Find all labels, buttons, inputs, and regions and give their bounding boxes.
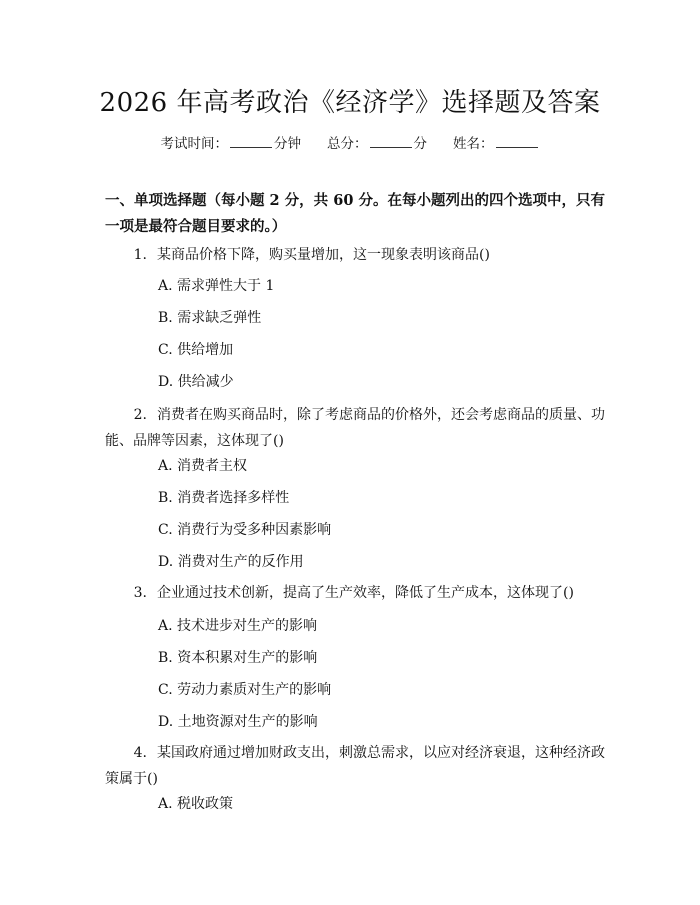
question-3-option-a: A. 技术进步对生产的影响	[158, 618, 318, 634]
total-score-field	[327, 132, 427, 152]
question-text: 某商品价格下降，购买量增加，这一现象表明该商品()	[157, 247, 490, 263]
question-number: 4.	[133, 745, 147, 761]
total-score-label: 总分：	[327, 136, 368, 152]
question-number: 2.	[133, 407, 147, 423]
exam-time-label: 考试时间：	[160, 136, 228, 152]
question-2-option-a: A. 消费者主权	[158, 458, 248, 474]
student-name-blank	[496, 135, 538, 148]
question-text: 某国政府通过增加财政支出，刺激总需求，以应对经济衰退，这种经济政策属于()	[105, 745, 605, 787]
question-2	[105, 402, 605, 454]
total-score-blank	[370, 135, 412, 148]
total-score-unit: 分	[413, 136, 427, 152]
student-name-field	[453, 132, 540, 152]
student-name-label: 姓名：	[453, 136, 494, 152]
question-1	[105, 242, 605, 268]
question-number: 3.	[133, 585, 147, 601]
exam-time-blank	[230, 135, 272, 148]
question-3-option-d: D. 土地资源对生产的影响	[158, 714, 318, 730]
question-2-option-c: C. 消费行为受多种因素影响	[158, 522, 332, 538]
question-text: 消费者在购买商品时，除了考虑商品的价格外，还会考虑商品的质量、功能、品牌等因素，这体现了()	[105, 407, 605, 449]
question-1-option-a: A. 需求弹性大于 1	[158, 278, 275, 294]
question-number: 1.	[133, 247, 147, 263]
question-1-option-d: D. 供给减少	[158, 374, 234, 390]
question-4-option-a: A. 税收政策	[158, 796, 234, 812]
question-1-option-c: C. 供给增加	[158, 342, 234, 358]
page-title: 2026 年高考政治《经济学》选择题及答案	[99, 88, 601, 118]
question-3-option-b: B. 资本积累对生产的影响	[158, 650, 318, 666]
question-3	[105, 580, 605, 606]
question-4	[105, 740, 605, 792]
question-2-option-b: B. 消费者选择多样性	[158, 490, 290, 506]
question-2-option-d: D. 消费对生产的反作用	[158, 554, 304, 570]
question-1-option-b: B. 需求缺乏弹性	[158, 310, 262, 326]
exam-meta-line	[0, 132, 700, 152]
exam-time-unit: 分钟	[274, 136, 301, 152]
question-3-option-c: C. 劳动力素质对生产的影响	[158, 682, 332, 698]
exam-time-field	[161, 132, 302, 152]
question-text: 企业通过技术创新，提高了生产效率，降低了生产成本，这体现了()	[157, 585, 574, 601]
section-heading: 一、单项选择题（每小题 2 分，共 60 分。在每小题列出的四个选项中，只有一项是最符合题目要求的。）	[105, 192, 605, 235]
